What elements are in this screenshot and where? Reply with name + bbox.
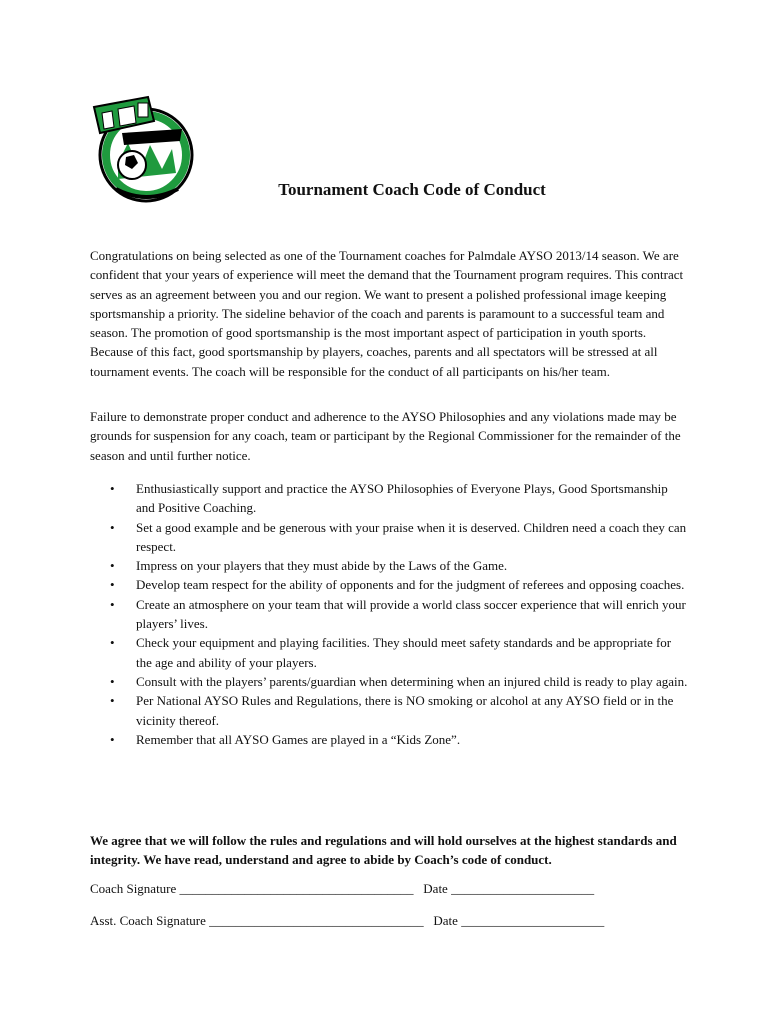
document-title xyxy=(0,180,770,200)
list-item xyxy=(108,595,688,634)
rule-text: Consult with the players’ parents/guardian when determining when an injured child is ready to play again. xyxy=(136,673,688,689)
rule-text: Remember that all AYSO Games are played in a “Kids Zone”. xyxy=(136,731,461,747)
list-item xyxy=(108,730,688,749)
asst-coach-signature-line: Asst. Coach Signature _________________________________ Date ______________________ xyxy=(90,913,605,928)
rule-text: Impress on your players that they must abide by the Laws of the Game. xyxy=(136,558,508,574)
rules-list xyxy=(108,479,688,749)
list-item xyxy=(108,479,688,518)
list-item xyxy=(108,556,688,575)
coach-signature-line: Coach Signature ____________________________________ Date ______________________ xyxy=(90,881,595,896)
bullet-icon: • xyxy=(110,693,115,709)
agreement-statement: We agree that we will follow the rules and regulations and will hold ourselves at the highest standards and integrity. We have read, understand and agree to abide by Coach’s code of conduct. xyxy=(90,833,677,868)
list-item xyxy=(108,691,688,730)
rule-text: Set a good example and be generous with your praise when it is deserved. Children need a coach they can respect. xyxy=(136,519,687,554)
rule-text: Create an atmosphere on your team that will provide a world class soccer experience that will enrich your players’ lives. xyxy=(136,596,686,632)
bullet-icon: • xyxy=(110,673,115,689)
bullet-icon: • xyxy=(110,596,115,612)
bullet-icon: • xyxy=(110,577,115,593)
list-item xyxy=(108,672,688,691)
rule-text: Enthusiastically support and practice the AYSO Philosophies of Everyone Plays, Good Sportsmanship and Positive Coaching. xyxy=(136,481,668,516)
list-item xyxy=(108,518,688,557)
bullet-icon: • xyxy=(110,731,115,747)
rule-text: Develop team respect for the ability of opponents and for the judgment of referees and opposing coaches. xyxy=(136,577,685,593)
bullet-icon: • xyxy=(110,481,115,496)
title-text: Tournament Coach Code of Conduct xyxy=(278,180,546,199)
list-item xyxy=(108,633,688,672)
rule-text: Per National AYSO Rules and Regulations, there is NO smoking or alcohol at any AYSO field or in the vicinity thereof. xyxy=(136,693,674,728)
list-item xyxy=(108,575,688,594)
intro-paragraph: Congratulations on being selected as one of the Tournament coaches for Palmdale AYSO 2013/14 season. We are confident that your years of experience will meet the demand that the Tournament program requires. This contract serves as an agreement between you and our region. We want to present a polished professional image keeping sportsmanship a priority. The sideline behavior of the coach and parents is paramount to a successful team and season. The promotion of good sportsmanship is the most important aspect of participation in youth sports. Because of this fact, good sportsmanship by players, coaches, parents and all spectators will be stressed at all tournament events. The coach will be responsible for the conduct of all participants on his/her team. xyxy=(90,248,684,379)
rule-text: Check your equipment and playing facilities. They should meet safety standards and be appropriate for the age and ability of your players. xyxy=(136,635,672,670)
bullet-icon: • xyxy=(110,558,115,574)
bullet-icon: • xyxy=(110,519,115,535)
bullet-icon: • xyxy=(110,635,115,651)
warning-paragraph: Failure to demonstrate proper conduct and adherence to the AYSO Philosophies and any violations made may be grounds for suspension for any coach, team or participant by the Regional Commissioner for the remainder of the season and until further notice. xyxy=(90,409,681,463)
